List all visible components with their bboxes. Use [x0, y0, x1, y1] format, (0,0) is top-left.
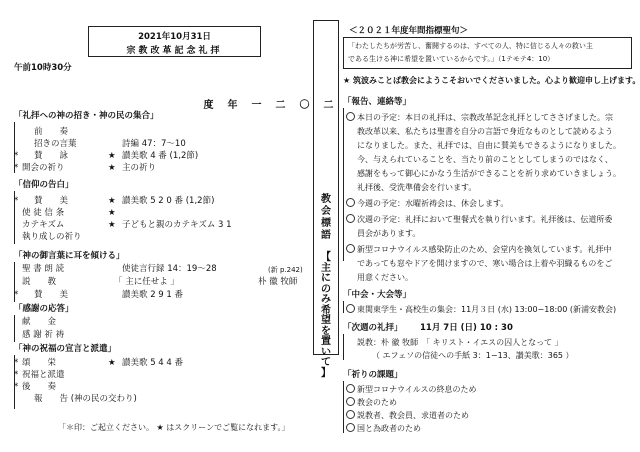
motto-char: 主	[321, 262, 331, 274]
order-label: 献 金	[22, 317, 57, 327]
order-label: 使 徒 信 条	[22, 208, 65, 218]
section-bar	[343, 334, 344, 360]
order-label: 聖 書 朗 読	[22, 264, 65, 274]
yearly-motto-box	[343, 37, 632, 69]
motto-char: 〇	[297, 99, 308, 111]
prayer-line: 新型コロナウイルスの終息のため	[357, 385, 477, 394]
prayer-line: 教会のため	[357, 398, 397, 407]
service-date: 2021年10月31日	[138, 32, 211, 42]
motto-char: 【	[321, 252, 331, 263]
order-label: 説 教	[22, 277, 57, 287]
motto-char: 度	[201, 99, 212, 111]
bullet-circle-icon	[346, 384, 355, 393]
screen-star-icon: ★	[108, 151, 116, 161]
report-line: 今週の予定：水曜祈祷会は、休会します。	[357, 199, 509, 208]
order-label: 祝福と派遣	[22, 370, 65, 380]
motto-char: 二	[273, 99, 284, 111]
screen-star-icon: ★	[108, 208, 116, 218]
order-label: 報 告 (神の民の交わり)	[34, 394, 137, 404]
standing-mark: *	[14, 163, 19, 173]
motto-char: み	[321, 294, 331, 305]
motto-char: を	[321, 325, 331, 337]
next-worship-date: 11月 7日 (日) 10 : 30	[420, 323, 513, 333]
bullet-circle-icon	[346, 244, 355, 253]
vertical-motto-label	[314, 194, 338, 242]
motto-char: 置	[321, 336, 331, 347]
order-content: 讃美歌 5 4 4 番	[122, 358, 184, 368]
motto-char: に	[321, 273, 331, 284]
motto-char: 望	[321, 315, 331, 326]
motto-char: 標	[321, 218, 331, 229]
order-label: 執り成しの祈り	[22, 232, 82, 242]
section-heading-blessing: 「神の祝福の宣言と派遣」	[14, 344, 117, 354]
order-label: 賛 美	[34, 290, 69, 300]
motto-char: 会	[321, 206, 331, 217]
motto-char: の	[321, 283, 331, 295]
order-label: 後 奏	[22, 382, 57, 392]
report-line: 礼拝後、受洗準備会を行います。	[357, 183, 477, 192]
order-content: 讃美歌 2 9 1 番	[122, 290, 184, 300]
motto-char: 年	[225, 99, 236, 111]
report-line: 本日の予定：本日の礼拝は、宗教改革記念礼拝としてささげました。宗	[357, 113, 613, 122]
order-label: 招きの言葉	[34, 139, 77, 149]
motto-char: 一	[249, 99, 260, 111]
next-scripture-line: （ エフェソの信徒への手紙 3：1−13、讃美歌：365 ）	[372, 351, 574, 360]
motto-char: い	[321, 346, 331, 358]
standing-mark: *	[14, 151, 19, 161]
motto-char: 二	[321, 99, 332, 111]
order-content: 詩編 47：7～10	[122, 139, 186, 149]
service-time: 午前10時30分	[14, 63, 72, 73]
order-content: 讃美歌 5 2 0 番 (1,2節)	[122, 196, 215, 206]
order-content: 使徒言行録 14：19～28	[122, 264, 217, 274]
section-heading-response: 「感謝の応答」	[14, 304, 74, 314]
standing-mark: *	[14, 358, 19, 368]
report-line: 新型コロナウイルス感染防止のため、会堂内を換気しています。礼拝中	[357, 245, 612, 254]
scripture-page-note: (新 p.242)	[268, 266, 303, 274]
order-label: 賛 美	[34, 196, 69, 206]
motto-char: 】	[321, 367, 331, 379]
motto-verse-line: である生ける神に希望を置いているからです。」（1テモテ4：10）	[348, 55, 555, 63]
section-heading-prayer: 「祈りの課題」	[343, 370, 403, 380]
presbytery-line: 東関東学生・高校生の集会：11月３日 (水) 13:00−18:00 (新浦安教会)	[357, 305, 617, 314]
report-line: 今、与えられていることを、当たり前のこととしてしまうのではなく、	[357, 155, 613, 164]
section-bar	[343, 301, 344, 313]
prayer-line: 説教者、教会員、求道者のため	[357, 411, 469, 420]
yearly-motto-title: ＜２０２１年度年間指標聖句＞	[349, 26, 469, 36]
screen-star-icon: ★	[108, 358, 116, 368]
standing-mark: *	[14, 382, 19, 392]
report-line: 次週の予定：礼拝において聖餐式を執り行います。礼拝後は、伝道所委	[357, 215, 613, 224]
report-line: 員会があります。	[357, 229, 421, 238]
report-line: であっても窓やドアを開けますので、寒い場合は上着や羽織るものをご	[357, 259, 613, 268]
standing-mark: *	[14, 290, 19, 300]
order-content: 子どもと親のカテキズム 3 1	[122, 220, 232, 230]
welcome-message: ★ 筑波みことば教会にようこそおいでくださいました。心より歓迎申し上げます。	[343, 76, 640, 85]
prayer-line: 国と為政者のため	[357, 424, 421, 433]
screen-star-icon: ★	[108, 163, 116, 173]
section-heading-next-worship: 「次週の礼拝」	[343, 323, 403, 333]
order-label: カテキズム	[22, 220, 65, 230]
section-heading-confession: 「信仰の告白」	[14, 180, 74, 190]
bullet-circle-icon	[346, 423, 355, 432]
screen-star-icon: ★	[108, 220, 116, 230]
standing-mark: *	[14, 196, 19, 206]
vertical-motto-phrase	[314, 253, 338, 379]
next-sermon-line: 説教：朴 徽 牧師 「 キリスト・イエスの囚人となって 」	[357, 338, 563, 347]
order-label: 頌 栄	[22, 358, 57, 368]
section-bar	[343, 381, 344, 433]
section-bar	[14, 315, 15, 342]
section-heading-word: 「神の御言葉に耳を傾ける」	[14, 251, 125, 261]
section-heading-presbytery: 「中会・大会等」	[343, 290, 412, 300]
report-line: 用意ください。	[357, 273, 413, 282]
bullet-circle-icon	[346, 410, 355, 419]
bullet-circle-icon	[346, 214, 355, 223]
section-heading-gathering: 「礼拝への神の招き・神の民の集合」	[14, 111, 159, 121]
order-label: 賛 詠	[34, 151, 69, 161]
section-heading-reports: 「報告、連絡等」	[343, 97, 412, 107]
motto-char: 教	[321, 194, 331, 205]
sermon-title: 「 主に任せよ 」	[114, 277, 179, 287]
report-line: になりました。また、礼拝では、自由に賛美もできるようになりました。	[357, 141, 621, 150]
report-line: 感謝をもって御心にかなう生活ができることを祈り求めていきましょう。	[357, 169, 621, 178]
screen-star-icon: ★	[108, 196, 116, 206]
bullet-circle-icon	[346, 112, 355, 121]
order-label: 開会の祈り	[22, 163, 65, 173]
service-title: 宗教改革記念礼拝	[126, 46, 223, 56]
motto-char: て	[321, 357, 331, 368]
report-line: 教改革以来、私たちは聖書を自分の言語で身近なものとして読めるよう	[357, 127, 613, 136]
order-label: 感 謝 祈 祷	[22, 330, 65, 340]
motto-char: 希	[321, 304, 331, 316]
standing-mark: *	[14, 370, 19, 380]
bullet-circle-icon	[346, 198, 355, 207]
bullet-circle-icon	[346, 304, 355, 313]
order-content: 主の祈り	[122, 163, 157, 173]
motto-char: 語	[321, 230, 331, 241]
bullet-circle-icon	[346, 397, 355, 406]
section-bar	[343, 108, 344, 261]
footnote: 「＊印：ご起立ください。 ★ はスクリーンでご覧になれます。」	[58, 423, 290, 432]
preacher-name: 朴 徽 牧師	[258, 277, 298, 287]
motto-verse-line: 「わたしたちが労苦し、奮闘するのは、すべての人、特に信じる人々の救い主	[348, 42, 593, 50]
vertical-motto-text	[201, 99, 338, 111]
order-label: 前 奏	[34, 127, 69, 137]
title-box	[88, 26, 261, 57]
order-content: 讃美歌 4 番 (1,2節)	[122, 151, 199, 161]
